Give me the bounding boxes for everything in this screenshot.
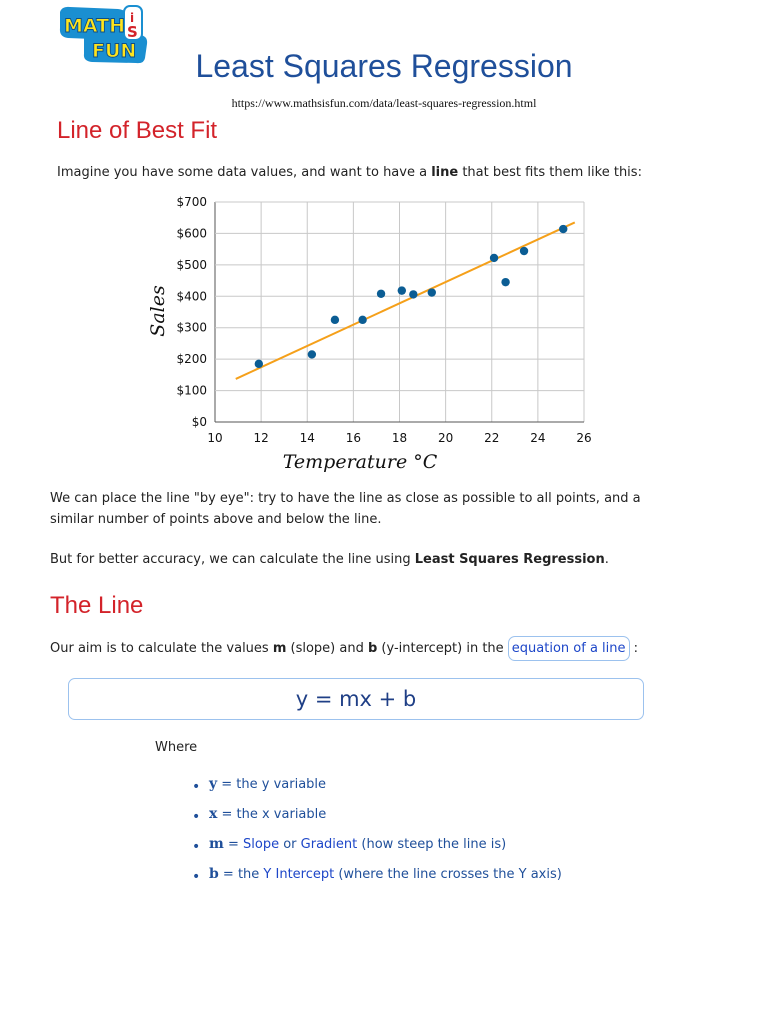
x-tick-label: 16 <box>345 431 362 445</box>
x-tick-label: 14 <box>299 431 315 445</box>
logo-letter-i: i <box>130 11 135 25</box>
data-point <box>398 286 406 294</box>
variable-description: (where the line crosses the Y axis) <box>334 867 562 882</box>
variable-list <box>192 776 562 896</box>
aim-text-d: : <box>629 641 639 656</box>
y-tick-label: $200 <box>176 352 207 367</box>
variable-symbol: x <box>209 806 218 822</box>
gradient-link[interactable]: Gradient <box>300 837 358 852</box>
section-heading-line-of-best-fit: Line of Best Fit <box>57 117 218 144</box>
aim-m: m <box>272 641 287 656</box>
slope-link[interactable]: Slope <box>243 837 280 852</box>
variable-description: = the <box>218 867 264 882</box>
x-tick-label: 10 <box>207 431 223 445</box>
bullet-icon: • <box>192 809 201 825</box>
list-item-x <box>192 806 562 836</box>
y-tick-label: $700 <box>176 195 207 209</box>
variable-description: or <box>279 837 301 852</box>
accuracy-bold: Least Squares Regression <box>414 552 605 567</box>
intro-text-b: that best fits them like this: <box>458 165 642 180</box>
variable-symbol: y <box>209 776 218 792</box>
intro-text-a: Imagine you have some data values, and want to have a <box>57 165 432 180</box>
accuracy-paragraph <box>50 549 609 570</box>
data-point <box>559 225 567 233</box>
aim-text-a: Our aim is to calculate the values <box>50 641 273 656</box>
data-point <box>358 316 366 324</box>
logo-word-fun: FUN <box>92 40 137 62</box>
data-point <box>490 254 498 262</box>
equation-of-a-line-link[interactable]: equation of a line <box>508 636 630 661</box>
y-tick-label: $0 <box>191 415 207 429</box>
data-point <box>520 247 528 255</box>
logo-letter-s: S <box>127 23 138 41</box>
y-tick-label: $600 <box>176 226 207 241</box>
y-intercept-link[interactable]: Y Intercept <box>263 867 335 882</box>
where-label: Where <box>155 740 198 755</box>
x-tick-label: 12 <box>253 431 269 445</box>
x-tick-label: 26 <box>576 431 592 445</box>
accuracy-text-b: . <box>604 552 609 567</box>
aim-text-c: (y-intercept) in the <box>377 641 508 656</box>
variable-description: = <box>223 837 243 852</box>
intro-paragraph <box>57 162 642 183</box>
x-tick-labels <box>207 431 591 445</box>
section-heading-the-line: The Line <box>50 592 144 619</box>
bullet-icon: • <box>192 839 201 855</box>
data-point <box>255 360 263 368</box>
data-point <box>308 350 316 358</box>
bullet-icon: • <box>192 869 201 885</box>
list-item-b <box>192 866 562 896</box>
scatter-chart <box>140 188 610 478</box>
data-point <box>501 278 509 286</box>
page-url[interactable]: https://www.mathsisfun.com/data/least-squares-regression.html <box>231 96 537 110</box>
x-tick-label: 18 <box>391 431 408 445</box>
bullet-icon: • <box>192 779 201 795</box>
x-tick-label: 24 <box>530 431 546 445</box>
variable-symbol: b <box>209 866 219 882</box>
data-point <box>409 290 417 298</box>
variable-description: = the y variable <box>217 777 327 792</box>
aim-text-b: (slope) and <box>286 641 368 656</box>
y-tick-labels <box>176 195 207 429</box>
data-point <box>331 316 339 324</box>
intro-bold-line: line <box>431 165 459 180</box>
data-point <box>428 288 436 296</box>
best-fit-line <box>236 222 575 379</box>
data-point <box>377 290 385 298</box>
list-item-y <box>192 776 562 806</box>
aim-paragraph <box>50 636 638 661</box>
list-item-m <box>192 836 562 866</box>
y-tick-label: $100 <box>176 383 207 398</box>
variable-description: (how steep the line is) <box>357 837 507 852</box>
page-title: Least Squares Regression <box>195 48 573 84</box>
logo-word-math: MATH <box>64 15 125 37</box>
variable-symbol: m <box>209 836 224 852</box>
x-tick-label: 20 <box>437 431 454 445</box>
x-tick-label: 22 <box>484 431 500 445</box>
x-axis-label: Temperature °C <box>282 451 438 473</box>
equation-box: y = mx + b <box>68 678 644 720</box>
aim-b: b <box>367 641 378 656</box>
variable-description: = the x variable <box>217 807 327 822</box>
by-eye-paragraph: We can place the line "by eye": try to have the line as close as possible to all points, and a similar number of points above and below the line. <box>50 491 641 527</box>
y-axis-label: Sales <box>147 285 169 337</box>
y-tick-label: $500 <box>176 257 207 272</box>
accuracy-text-a: But for better accuracy, we can calculate the line using <box>50 552 415 567</box>
chart-grid <box>215 202 584 422</box>
y-tick-label: $400 <box>176 289 207 304</box>
y-tick-label: $300 <box>176 320 207 335</box>
